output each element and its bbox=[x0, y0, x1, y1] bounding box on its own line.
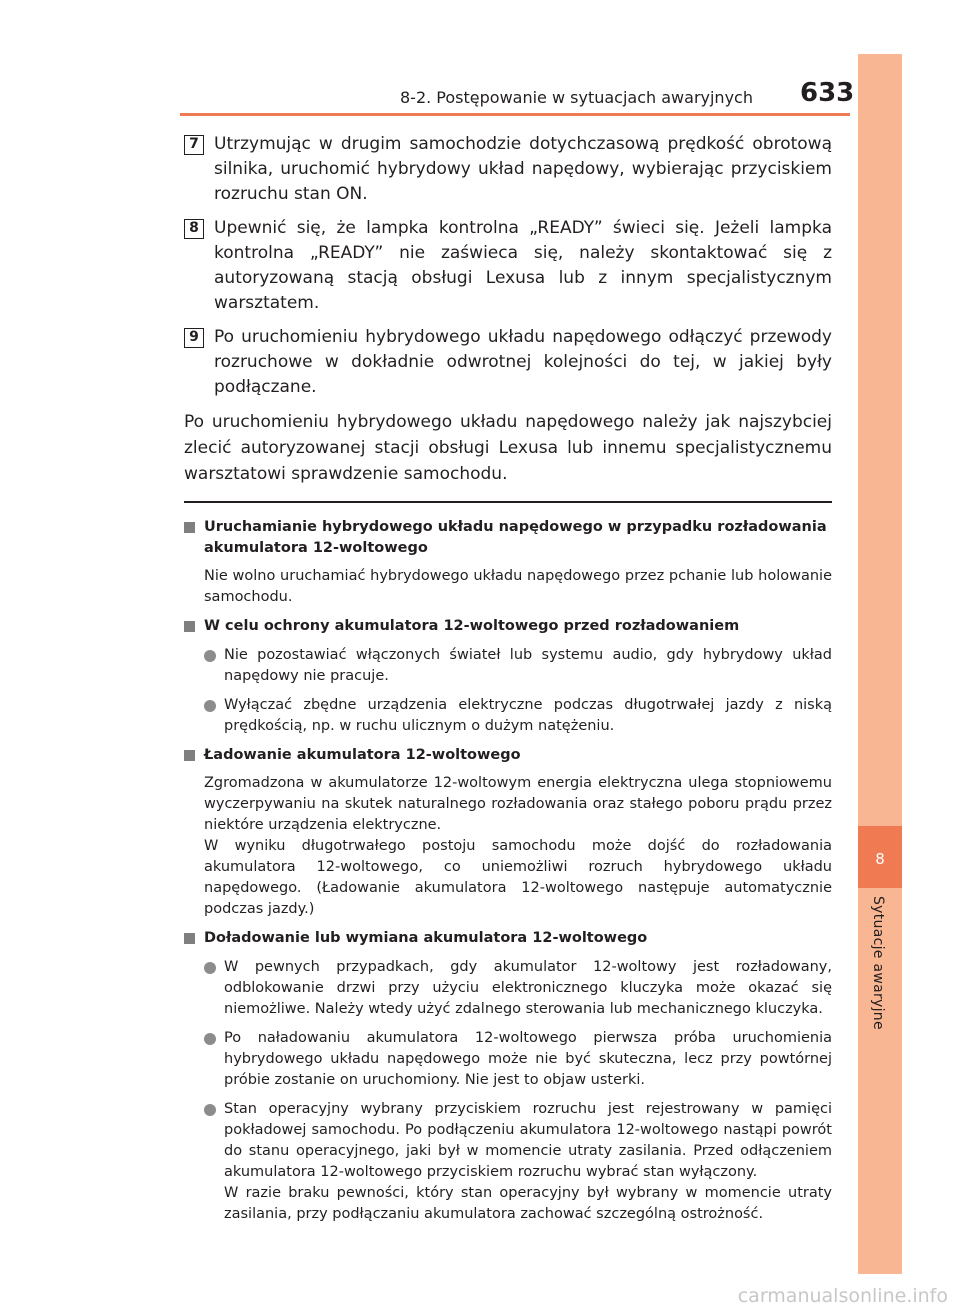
page-content bbox=[184, 132, 832, 1225]
section-body: Nie wolno uruchamiać hybrydowego układu napędowego przez pchanie lub holowanie samochodu. bbox=[204, 567, 832, 605]
list-item-text: Po naładowaniu akumulatora 12-woltowego pierwsza próba uruchomienia hybrydowego układu napędowego może nie być skuteczna, lecz przy powtórnej próbie zostanie on uruchomiony. Nie jest to objaw usterki. bbox=[224, 1029, 832, 1088]
section-heading bbox=[184, 517, 832, 559]
square-bullet-icon bbox=[184, 933, 195, 944]
header-rule bbox=[180, 113, 850, 116]
section-heading-text: W celu ochrony akumulatora 12-woltowego przed rozładowaniem bbox=[204, 617, 740, 634]
list-item bbox=[184, 1028, 832, 1091]
chapter-sidebar bbox=[858, 54, 902, 1274]
closing-paragraph: Po uruchomieniu hybrydowego układu napędowego należy jak najszybciej zlecić autoryzowanej stacji obsługi Lexusa lub innemu specjalistycznemu warsztatowi sprawdzenie samochodu. bbox=[184, 412, 832, 484]
section-heading bbox=[184, 616, 832, 637]
step-number-badge: 7 bbox=[184, 135, 204, 155]
page-header bbox=[0, 0, 960, 120]
step-text: Upewnić się, że lampka kontrolna „READY” świeci się. Jeżeli lampka kontrolna „READY” nie zaświeca się, należy skontaktować się z autoryzowaną stacją obsługi Lexusa lub z innym specjalistycznym warsztatem. bbox=[214, 218, 832, 313]
section-heading-text: Uruchamianie hybrydowego układu napędowego w przypadku rozładowania akumulatora 12-woltowego bbox=[204, 518, 827, 556]
section-body bbox=[184, 773, 832, 920]
list-item-text: W pewnych przypadkach, gdy akumulator 12-woltowy jest rozładowany, odblokowanie drzwi przy użyciu elektronicznego kluczyka może okazać się niemożliwe. Należy wtedy użyć zdalnego sterowania lub mechanicznego kluczyka. bbox=[224, 958, 832, 1017]
section-heading bbox=[184, 928, 832, 949]
round-bullet-icon bbox=[204, 700, 216, 712]
round-bullet-icon bbox=[204, 1033, 216, 1045]
step-text: Utrzymując w drugim samochodzie dotychczasową prędkość obrotową silnika, uruchomić hybrydowy układ napędowy, wybierając przyciskiem rozruchu stan ON. bbox=[214, 134, 832, 204]
section-body-text: W wyniku długotrwałego postoju samochodu może dojść do rozładowania akumulatora 12-woltowego, co uniemożliwi rozruch hybrydowego układu napędowego. (Ładowanie akumulatora 12-woltowego następuje automatycznie podczas jazdy.) bbox=[204, 837, 832, 917]
step-number-badge: 9 bbox=[184, 328, 204, 348]
section-heading-text: Doładowanie lub wymiana akumulatora 12-woltowego bbox=[204, 929, 648, 946]
section-heading-text: Ładowanie akumulatora 12-woltowego bbox=[204, 746, 521, 763]
section-title: 8-2. Postępowanie w sytuacjach awaryjnych bbox=[400, 88, 753, 107]
step-number-badge: 8 bbox=[184, 219, 204, 239]
round-bullet-icon bbox=[204, 650, 216, 662]
list-item bbox=[184, 957, 832, 1020]
list-item-text: Nie pozostawiać włączonych świateł lub systemu audio, gdy hybrydowy układ napędowy nie pracuje. bbox=[224, 646, 832, 684]
section-heading bbox=[184, 745, 832, 766]
round-bullet-icon bbox=[204, 962, 216, 974]
section-divider bbox=[184, 501, 832, 503]
list-item-text: W razie braku pewności, który stan operacyjny był wybrany w momencie utraty zasilania, przy podłączaniu akumulatora zachować szczególną ostrożność. bbox=[224, 1184, 832, 1222]
page-number: 633 bbox=[800, 78, 855, 108]
list-item bbox=[184, 1099, 832, 1225]
step-9 bbox=[184, 325, 832, 400]
chapter-title: Sytuacje awaryjne bbox=[870, 896, 886, 1030]
list-item-text: Stan operacyjny wybrany przyciskiem rozruchu jest rejestrowany w pamięci pokładowej samochodu. Po podłączeniu akumulatora 12-woltowego nastąpi powrót do stanu operacyjnego, jaki był w momencie utraty zasilania. Przed odłączeniem akumulatora 12-woltowego przyciskiem rozruchu wybrać stan wyłączony. bbox=[224, 1100, 832, 1180]
list-item bbox=[184, 695, 832, 737]
square-bullet-icon bbox=[184, 750, 195, 761]
step-7 bbox=[184, 132, 832, 207]
chapter-number: 8 bbox=[875, 850, 885, 868]
section-body-text: Zgromadzona w akumulatorze 12-woltowym energia elektryczna ulega stopniowemu wyczerpywaniu na skutek naturalnego rozładowania oraz stałego poboru prądu przez niektóre urządzenia elektryczne. bbox=[204, 774, 832, 833]
step-8 bbox=[184, 216, 832, 316]
step-text: Po uruchomieniu hybrydowego układu napędowego odłączyć przewody rozruchowe w dokładnie odwrotnej kolejności do tej, w jakiej były podłączane. bbox=[214, 327, 832, 397]
square-bullet-icon bbox=[184, 522, 195, 533]
list-item bbox=[184, 645, 832, 687]
list-item-text: Wyłączać zbędne urządzenia elektryczne podczas długotrwałej jazdy z niską prędkością, np. w ruchu ulicznym o dużym natężeniu. bbox=[224, 696, 832, 734]
watermark: carmanualsonline.info bbox=[737, 1285, 948, 1307]
round-bullet-icon bbox=[204, 1104, 216, 1116]
square-bullet-icon bbox=[184, 621, 195, 632]
